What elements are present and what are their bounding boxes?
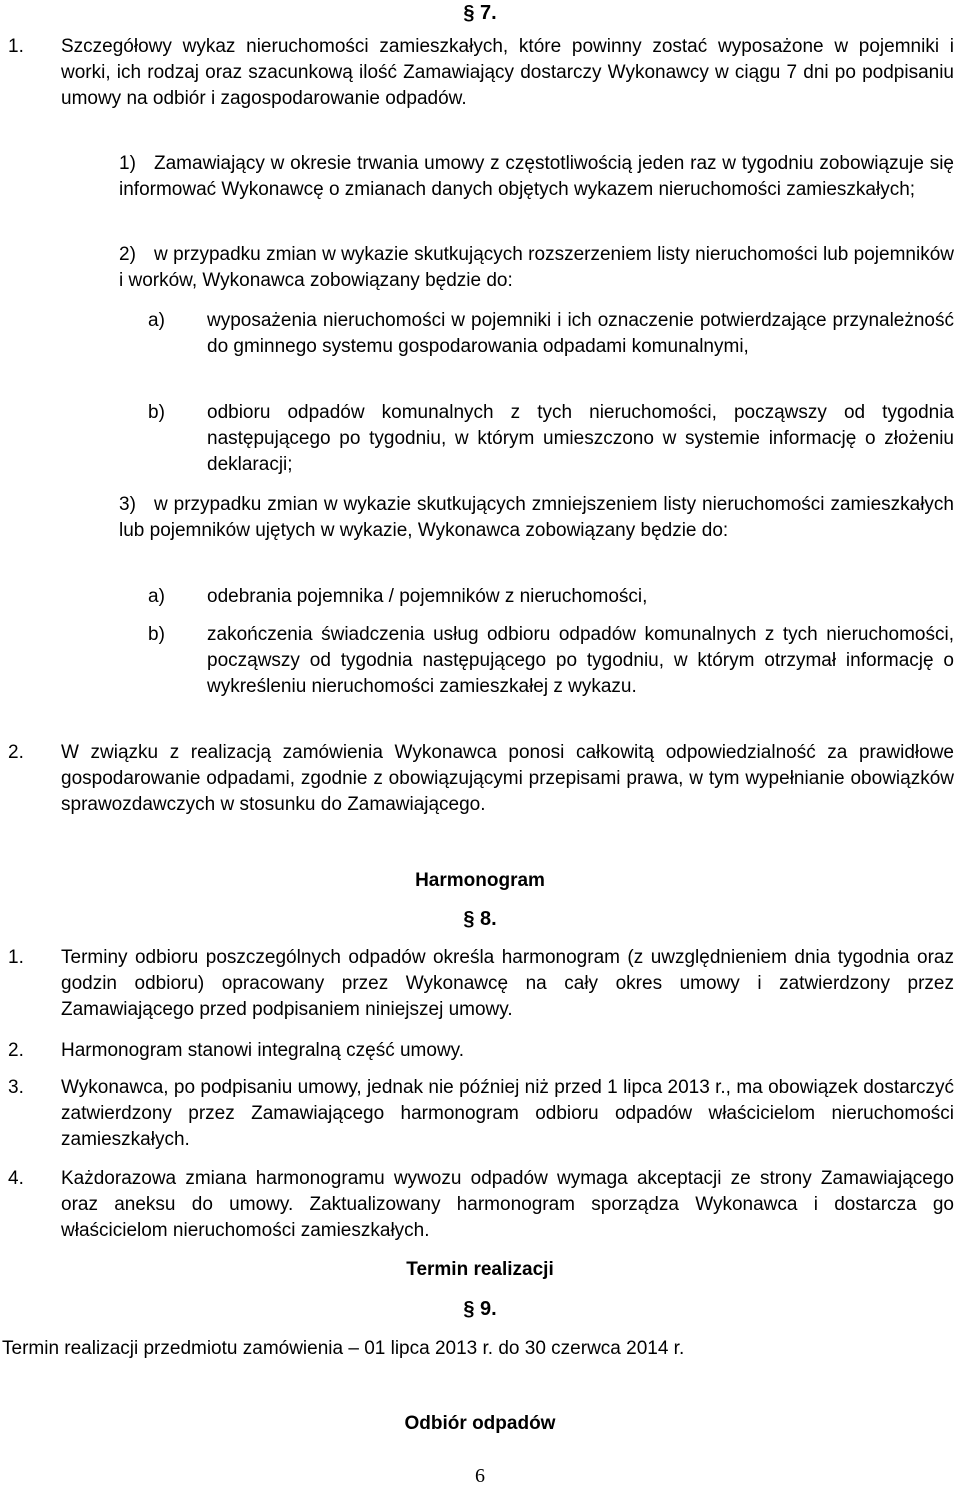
list-item-number: 1) — [119, 153, 136, 174]
paragraph-number: 2. — [8, 1040, 24, 1061]
list-item-1-text: Zamawiający w okresie trwania umowy z częstotliwością jeden raz w tygodniu zobowiązuje się informować Wykonawcę o zmianach danych objętych wykazem nieruchomości zamieszkałych; — [119, 153, 954, 200]
sub-item-letter: b) — [148, 624, 165, 645]
section-9-title: Termin realizacji — [406, 1259, 554, 1280]
section-7-heading: § 7. — [463, 2, 497, 24]
list-item-number: 3) — [119, 494, 136, 515]
paragraph-text: Każdorazowa zmiana harmonogramu wywozu odpadów wymaga akceptacji ze strony Zamawiającego oraz aneksu do umowy. Zaktualizowany harmonogram sporządza Wykonawca i dostarcza go właścicielom nieruchomości zamieszkałych. — [61, 1168, 954, 1241]
sub-item-text: wyposażenia nieruchomości w pojemniki i ich oznaczenie potwierdzające przynależność do gminnego systemu gospodarowania odpadami komunalnymi, — [207, 310, 954, 357]
sub-item-letter: b) — [148, 402, 165, 423]
paragraph-number: 2. — [8, 742, 24, 763]
section-8-heading: § 8. — [463, 908, 497, 930]
sub-item-text: odebrania pojemnika / pojemników z nieruchomości, — [207, 586, 648, 607]
paragraph-text: Termin realizacji przedmiotu zamówienia – 01 lipca 2013 r. do 30 czerwca 2014 r. — [2, 1338, 685, 1359]
list-item-2-text: w przypadku zmian w wykazie skutkujących rozszerzeniem listy nieruchomości lub pojemników i worków, Wykonawca zobowiązany będzie do: — [119, 244, 954, 291]
sub-item-text: odbioru odpadów komunalnych z tych nieruchomości, począwszy od tygodnia następującego po tygodniu, w którym umieszczono w systemie informację o złożeniu deklaracji; — [207, 402, 954, 475]
paragraph-text: Terminy odbioru poszczególnych odpadów określa harmonogram (z uwzględnieniem dnia tygodnia oraz godzin odbioru) opracowany przez Wykonawcę na cały okres umowy i zatwierdzony przez Zamawiającego przed podpisaniem niniejszej umowy. — [61, 947, 954, 1020]
sub-item-letter: a) — [148, 586, 165, 607]
section-10-title: Odbiór odpadów — [404, 1413, 556, 1434]
paragraph-number: 1. — [8, 947, 24, 968]
paragraph-number: 3. — [8, 1077, 24, 1098]
list-item-number: 2) — [119, 244, 136, 265]
sub-item-text: zakończenia świadczenia usług odbioru odpadów komunalnych z tych nieruchomości, począwszy od tygodnia następującego po tygodniu, w którym otrzymał informację o wykreśleniu nieruchomości zamieszkałej z wykazu. — [207, 624, 954, 697]
sub-item-letter: a) — [148, 310, 165, 331]
paragraph-text: W związku z realizacją zamówienia Wykonawca ponosi całkowitą odpowiedzialność za prawidłowe gospodarowanie odpadami, zgodnie z obowiązującymi przepisami prawa, w tym wypełnianie obowiązków sprawozdawczych w stosunku do Zamawiającego. — [61, 742, 954, 815]
paragraph-text: Harmonogram stanowi integralną część umowy. — [61, 1040, 465, 1061]
list-item-3-text: w przypadku zmian w wykazie skutkujących zmniejszeniem listy nieruchomości zamieszkałych lub pojemników ujętych w wykazie, Wykonawca zobowiązany będzie do: — [119, 494, 954, 541]
paragraph-number: 1. — [8, 36, 24, 57]
page-number: 6 — [475, 1465, 485, 1487]
paragraph-text: Szczegółowy wykaz nieruchomości zamieszkałych, które powinny zostać wyposażone w pojemniki i worki, ich rodzaj oraz szacunkową ilość Zamawiający dostarczy Wykonawcy w ciągu 7 dni po podpisaniu umowy na odbiór i zagospodarowanie odpadów. — [61, 36, 954, 109]
paragraph-number: 4. — [8, 1168, 24, 1189]
section-9-heading: § 9. — [463, 1298, 497, 1320]
section-8-title: Harmonogram — [415, 870, 545, 891]
paragraph-text: Wykonawca, po podpisaniu umowy, jednak nie później niż przed 1 lipca 2013 r., ma obowiązek dostarczyć zatwierdzony przez Zamawiającego harmonogram odbioru odpadów właścicielom nieruchomości zamieszkałych. — [61, 1077, 954, 1150]
